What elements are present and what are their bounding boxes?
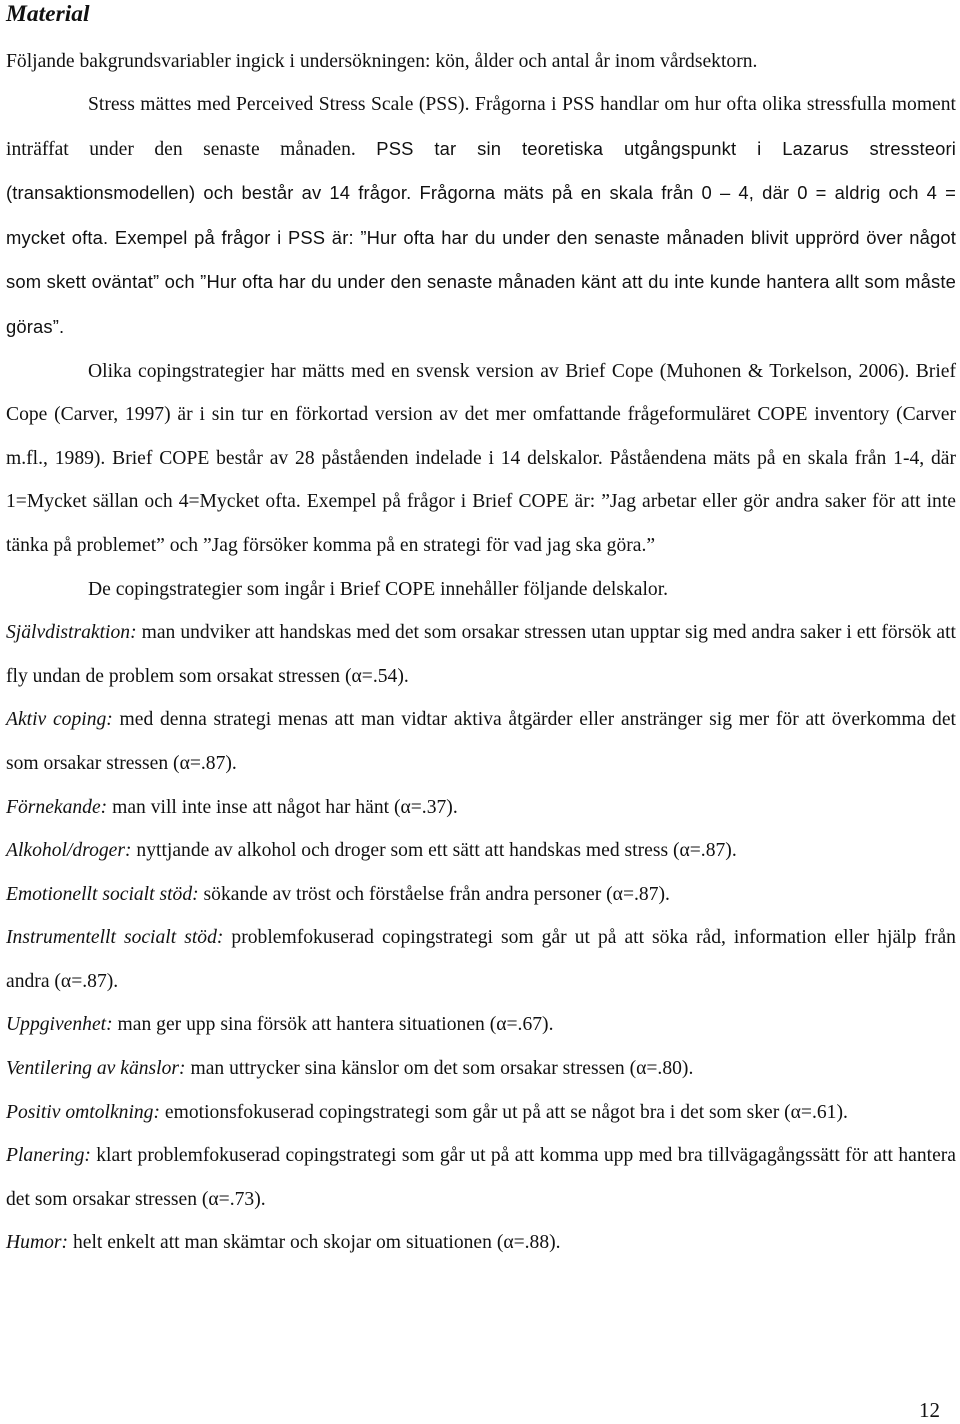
paragraph-stress-intro: Stress mättes med Perceived Stress Scale (PSS). Frågorna i PSS handlar om hur ofta olika stressfulla moment inträffat under den senaste månaden. — [6, 94, 956, 160]
document-page — [6, 0, 956, 1265]
subscale-description: man uttrycker sina känslor om det som orsakar stressen (α=.80). — [185, 1058, 694, 1080]
subscale-term: Självdistraktion: — [6, 622, 137, 644]
subscale-term: Uppgivenhet: — [6, 1014, 113, 1036]
subscale-item — [6, 786, 956, 830]
subscale-description: med denna strategi menas att man vidtar aktiva åtgärder eller anstränger sig mer för att överkomma det som orsakar stressen (α=.87). — [6, 709, 956, 774]
subscale-term: Positiv omtolkning: — [6, 1101, 161, 1123]
subscale-term: Instrumentellt socialt stöd: — [6, 927, 224, 949]
page-number: 12 — [919, 1398, 940, 1422]
paragraph-subscales-intro: De copingstrategier som ingår i Brief COPE innehåller följande delskalor. — [88, 578, 669, 600]
subscale-item — [6, 1047, 956, 1091]
subscale-item — [6, 1134, 956, 1221]
subscale-item — [6, 873, 956, 917]
subscale-term: Aktiv coping: — [6, 709, 113, 731]
subscale-term: Humor: — [6, 1232, 69, 1254]
subscale-item — [6, 1091, 956, 1135]
subscale-description: man ger upp sina försök att hantera situationen (α=.67). — [112, 1014, 554, 1036]
subscale-term: Alkohol/droger: — [6, 840, 132, 862]
subscale-item — [6, 1003, 956, 1047]
paragraph-stress-details: PSS tar sin teoretiska utgångspunkt i Lazarus stressteori (transaktionsmodellen) och består av 14 frågor. Frågorna mäts på en skala från 0 – 4, där 0 = aldrig och 4 = mycket ofta. Exempel på frågor i PSS är: ”Hur ofta har du under den senaste månaden blivit upprörd över något som skett oväntat” och ”Hur ofta har du under den senaste månaden känt att du inte kunde hantera allt som måste göras”. — [6, 137, 956, 337]
section-heading: Material — [6, 1, 90, 27]
subscale-description: helt enkelt att man skämtar och skojar om situationen (α=.88). — [68, 1232, 561, 1254]
subscale-description: man undviker att handskas med det som orsakar stressen utan upptar sig med andra saker i ett försök att fly undan de problem som orsakat stressen (α=.54). — [6, 622, 956, 687]
subscale-item — [6, 1221, 956, 1265]
subscale-list — [6, 611, 956, 1265]
subscale-description: emotionsfokuserad copingstrategi som går ut på att se något bra i det som sker (α=.61). — [160, 1101, 848, 1123]
subscale-item — [6, 829, 956, 873]
subscale-term: Ventilering av känslor: — [6, 1058, 186, 1080]
subscale-description: man vill inte inse att något har hänt (α=.37). — [107, 796, 458, 818]
subscale-description: klart problemfokuserad copingstrategi som går ut på att komma upp med bra tillvägagångssätt för att hantera det som orsakar stressen (α=.73). — [6, 1145, 956, 1210]
subscale-item — [6, 611, 956, 698]
subscale-term: Emotionellt socialt stöd: — [6, 883, 199, 905]
subscale-description: sökande av tröst och förståelse från andra personer (α=.87). — [198, 883, 670, 905]
subscale-term: Förnekande: — [6, 796, 108, 818]
subscale-item — [6, 698, 956, 785]
subscale-description: nyttjande av alkohol och droger som ett sätt att handskas med stress (α=.87). — [131, 840, 737, 862]
subscale-description: problemfokuserad copingstrategi som går ut på att söka råd, information eller hjälp från andra (α=.87). — [6, 927, 956, 992]
subscale-term: Planering: — [6, 1145, 91, 1167]
paragraph-stress-measure — [6, 83, 956, 350]
paragraph-coping-measure: Olika copingstrategier har mätts med en svensk version av Brief Cope (Muhonen & Torkelson, 2006). Brief Cope (Carver, 1997) är i sin tur en förkortad version av det mer omfattande frågeformuläret COPE inventory (Carver m.fl., 1989). Brief COPE består av 28 påståenden indelade i 14 delskalor. Påståendena mäts på en skala från 1-4, där 1=Mycket sällan och 4=Mycket ofta. Exempel på frågor i Brief COPE är: ”Jag arbetar eller gör andra saker för att inte tänka på problemet” och ”Jag försöker komma på en strategi för vad jag ska göra.” — [6, 360, 956, 556]
paragraph-background-variables: Följande bakgrundsvariabler ingick i undersökningen: kön, ålder och antal år inom vårdsektorn. — [6, 51, 758, 72]
subscale-item — [6, 916, 956, 1003]
